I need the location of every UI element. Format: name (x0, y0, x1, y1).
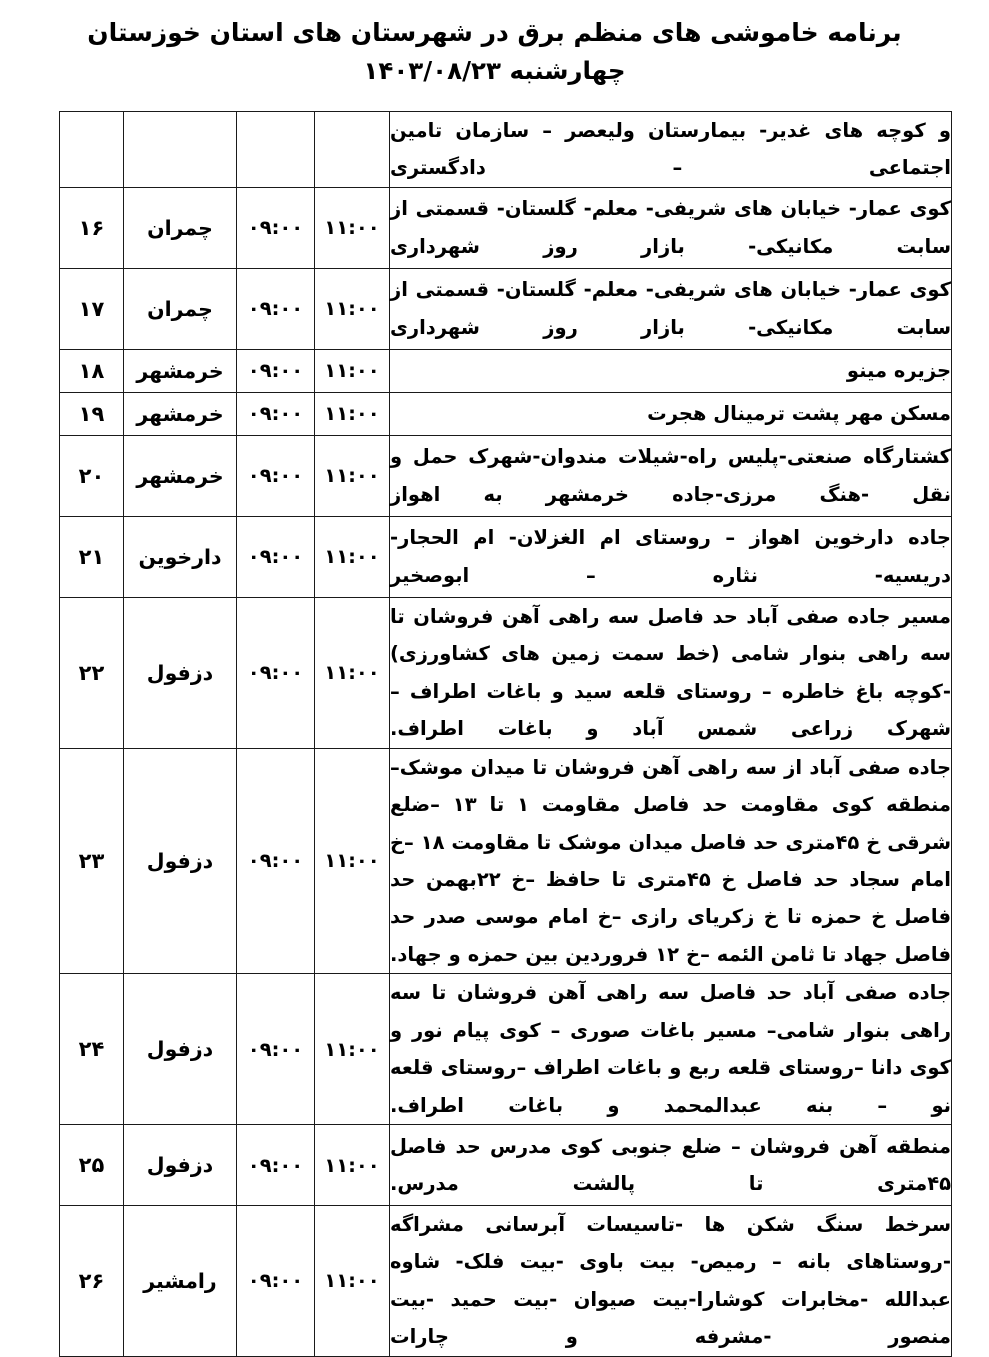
cell-city: خرمشهر (124, 392, 237, 435)
cell-start-time: ۰۹:۰۰ (237, 349, 315, 392)
table-row (60, 349, 952, 392)
table-body (60, 112, 952, 1357)
cell-end-time: ۱۱:۰۰ (315, 268, 390, 349)
cell-outage-area: کشتارگاه صنعتی-پلیس راه-شیلات مندوان-شهرک حمل و نقل -هنگ مرزی-جاده خرمشهر به اهواز (390, 435, 952, 516)
table-row (60, 516, 952, 597)
cell-end-time: ۱۱:۰۰ (315, 349, 390, 392)
cell-outage-area: و کوچه های غدیر- بیمارستان ولیعصر – سازمان تامین اجتماعی – دادگستری (390, 112, 952, 188)
table-row (60, 268, 952, 349)
table-row (60, 748, 952, 974)
cell-start-time: ۰۹:۰۰ (237, 1206, 315, 1357)
cell-start-time: ۰۹:۰۰ (237, 1125, 315, 1206)
cell-row-number (60, 112, 124, 188)
cell-city: دزفول (124, 1125, 237, 1206)
cell-outage-area: سرخط سنگ شکن ها -تاسیسات آبرسانی مشراگه -روستاهای بانه – رمیص- بیت باوی -بیت فلک- شاوه عبدالله -مخابرات کوشارا-بیت صیوان -بیت حمید -بیت منصور -مشرفه و چارات (390, 1206, 952, 1357)
cell-end-time: ۱۱:۰۰ (315, 974, 390, 1125)
page-subtitle-date: چهارشنبه ۱۴۰۳/۰۸/۲۳ (363, 56, 626, 85)
cell-end-time: ۱۱:۰۰ (315, 597, 390, 748)
cell-city: چمران (124, 268, 237, 349)
table-row (60, 112, 952, 188)
cell-city: دزفول (124, 748, 237, 974)
cell-row-number: ۱۷ (60, 268, 124, 349)
cell-end-time: ۱۱:۰۰ (315, 516, 390, 597)
table-row (60, 974, 952, 1125)
outage-schedule-table (59, 111, 952, 1357)
cell-row-number: ۲۳ (60, 748, 124, 974)
cell-end-time: ۱۱:۰۰ (315, 748, 390, 974)
page-title: برنامه خاموشی های منظم برق در شهرستان های استان خوزستان (87, 18, 902, 47)
table-row (60, 1206, 952, 1357)
cell-row-number: ۲۲ (60, 597, 124, 748)
cell-city: دزفول (124, 597, 237, 748)
cell-end-time: ۱۱:۰۰ (315, 187, 390, 268)
cell-end-time (315, 112, 390, 188)
table-row (60, 392, 952, 435)
cell-start-time: ۰۹:۰۰ (237, 187, 315, 268)
cell-outage-area: جزیره مینو (390, 349, 952, 392)
cell-end-time: ۱۱:۰۰ (315, 1125, 390, 1206)
cell-row-number: ۱۶ (60, 187, 124, 268)
table-row (60, 187, 952, 268)
table-row (60, 435, 952, 516)
cell-row-number: ۱۹ (60, 392, 124, 435)
cell-city: دزفول (124, 974, 237, 1125)
cell-city: چمران (124, 187, 237, 268)
cell-row-number: ۲۵ (60, 1125, 124, 1206)
cell-outage-area: جاده صفی آباد حد فاصل سه راهی آهن فروشان تا سه راهی بنوار شامی– مسیر باغات صوری – کوی پیام نور و کوی دانا –روستای قلعه ربع و باغات اطراف –روستای قلعه نو – بنه عبدالمحمد و باغات اطراف. (390, 974, 952, 1125)
cell-outage-area: مسیر جاده صفی آباد حد فاصل سه راهی آهن فروشان تا سه راهی بنوار شامی (خط سمت زمین های کشاورزی) -کوچه باغ خاطره – روستای قلعه سید و باغات اطراف – شهرک زراعی شمس آباد و باغات اطراف. (390, 597, 952, 748)
cell-city: دارخوین (124, 516, 237, 597)
cell-start-time: ۰۹:۰۰ (237, 268, 315, 349)
cell-city: خرمشهر (124, 435, 237, 516)
cell-start-time (237, 112, 315, 188)
cell-row-number: ۲۰ (60, 435, 124, 516)
table-row (60, 597, 952, 748)
cell-row-number: ۲۶ (60, 1206, 124, 1357)
cell-city (124, 112, 237, 188)
cell-start-time: ۰۹:۰۰ (237, 392, 315, 435)
cell-start-time: ۰۹:۰۰ (237, 597, 315, 748)
cell-end-time: ۱۱:۰۰ (315, 435, 390, 516)
cell-outage-area: جاده دارخوین اهواز – روستای ام الغزلان- ام الحجار- دریسیه- نثاره – ابوصخیر (390, 516, 952, 597)
cell-start-time: ۰۹:۰۰ (237, 974, 315, 1125)
cell-end-time: ۱۱:۰۰ (315, 392, 390, 435)
document-header (0, 0, 989, 89)
cell-city: رامشیر (124, 1206, 237, 1357)
table-row (60, 1125, 952, 1206)
cell-end-time: ۱۱:۰۰ (315, 1206, 390, 1357)
cell-outage-area: مسکن مهر پشت ترمینال هجرت (390, 392, 952, 435)
cell-start-time: ۰۹:۰۰ (237, 516, 315, 597)
cell-outage-area: منطقه آهن فروشان – ضلع جنوبی کوی مدرس حد فاصل ۴۵متری تا پالشت مدرس. (390, 1125, 952, 1206)
cell-row-number: ۲۴ (60, 974, 124, 1125)
cell-outage-area: کوی عمار- خیابان های شریفی- معلم- گلستان- قسمتی از سابت مکانیکی- بازار روز شهرداری (390, 187, 952, 268)
cell-row-number: ۲۱ (60, 516, 124, 597)
cell-row-number: ۱۸ (60, 349, 124, 392)
cell-start-time: ۰۹:۰۰ (237, 748, 315, 974)
cell-outage-area: جاده صفی آباد از سه راهی آهن فروشان تا میدان موشک– منطقه کوی مقاومت حد فاصل مقاومت ۱ تا ۱۳ –ضلع شرقی خ ۴۵متری حد فاصل میدان موشک تا مقاومت ۱۸ –خ امام سجاد حد فاصل خ ۴۵متری تا حافظ –خ ۲۲بهمن حد فاصل خ حمزه تا خ زکریای رازی –خ امام موسی صدر حد فاصل جهاد تا ثامن الئمه –خ ۱۲ فروردین بین حمزه و جهاد. (390, 748, 952, 974)
cell-city: خرمشهر (124, 349, 237, 392)
cell-start-time: ۰۹:۰۰ (237, 435, 315, 516)
cell-outage-area: کوی عمار- خیابان های شریفی- معلم- گلستان- قسمتی از سابت مکانیکی- بازار روز شهرداری (390, 268, 952, 349)
